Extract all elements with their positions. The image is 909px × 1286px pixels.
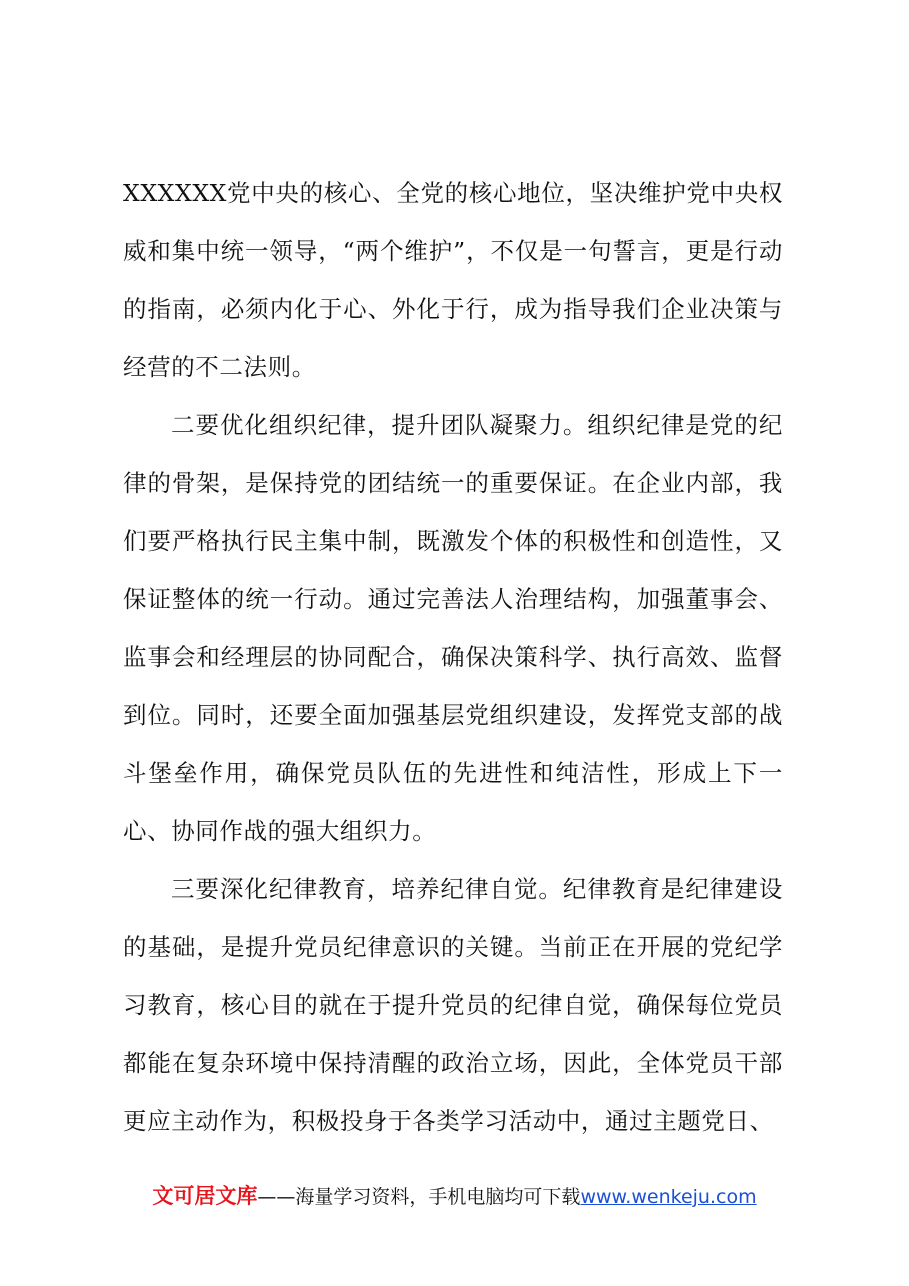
footer-slogan: ——海量学习资料，手机电脑均可下载: [257, 1186, 581, 1208]
paragraph-organization-discipline: 二要优化组织纪律，提升团队凝聚力。组织纪律是党的纪律的骨架，是保持党的团结统一的重要保证。在企业内部，我们要严格执行民主集中制，既激发个体的积极性和创造性，又保证整体的统一行动。通过完善法人治理结构，加强董事会、监事会和经理层的协同配合，确保决策科学、执行高效、监督到位。同时，还要全面加强基层党组织建设，发挥党支部的战斗堡垒作用，确保党员队伍的先进性和纯洁性，形成上下一心、协同作战的强大组织力。: [123, 411, 783, 845]
footer-website-link[interactable]: www.wenkeju.com: [580, 1186, 757, 1208]
paragraph-discipline-education: 三要深化纪律教育，培养纪律自觉。纪律教育是纪律建设的基础，是提升党员纪律意识的关键。当前正在开展的党纪学习教育，核心目的就在于提升党员的纪律自觉，确保每位党员都能在复杂环境中保持清醒的政治立场，因此，全体党员干部更应主动作为，积极投身于各类学习活动中，通过主题党日、: [123, 875, 783, 1135]
page-footer: [0, 1180, 909, 1210]
footer-brand: 文可居文库: [152, 1184, 258, 1208]
paragraph-continuation: XXXXXX党中央的核心、全党的核心地位，坚决维护党中央权威和集中统一领导，“两个维护”，不仅是一句誓言，更是行动的指南，必须内化于心、外化于行，成为指导我们企业决策与经营的不二法则。: [123, 179, 783, 381]
document-body: [123, 164, 783, 1150]
